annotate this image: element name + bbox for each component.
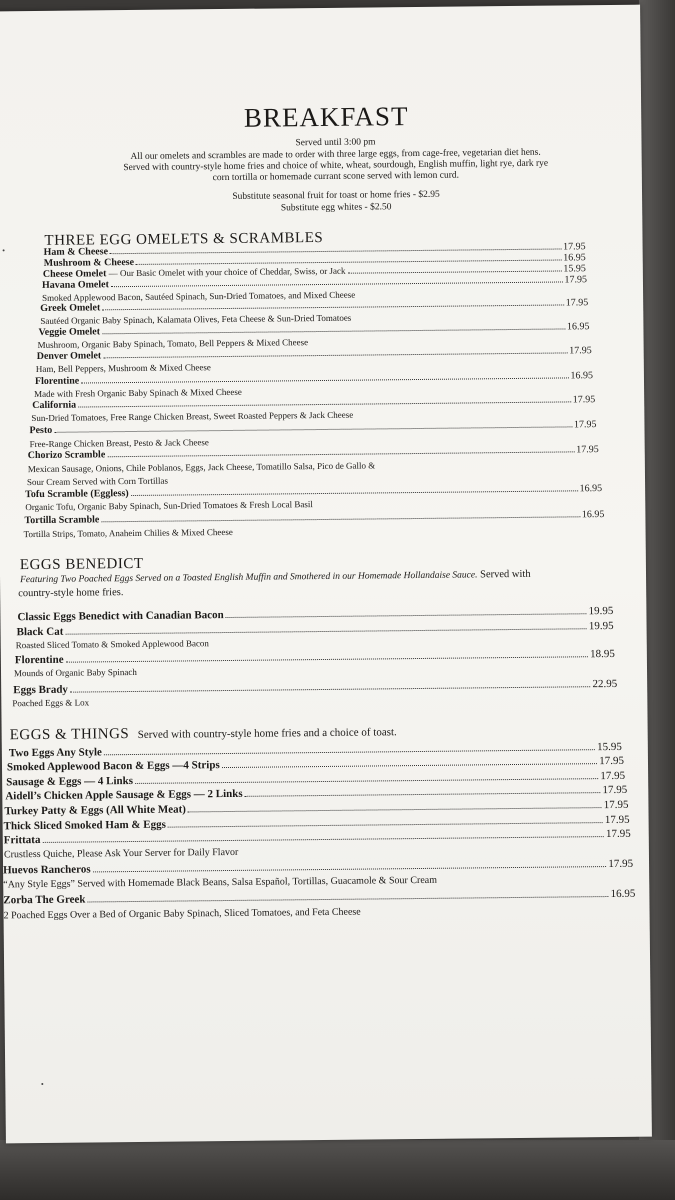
item-price: 15.95 bbox=[563, 263, 586, 275]
dot-leader bbox=[107, 451, 574, 457]
item-name: Black Cat bbox=[16, 625, 64, 639]
item-name: Two Eggs Any Style bbox=[8, 746, 102, 760]
item-name: Smoked Applewood Bacon & Eggs —4 Strips bbox=[6, 759, 220, 774]
item-description: Ham, Bell Peppers, Mushroom & Mixed Cheese bbox=[35, 362, 211, 374]
item-price: 17.95 bbox=[569, 345, 592, 357]
note-plain: Served with bbox=[477, 568, 531, 581]
item-name: Ham & Cheese bbox=[43, 246, 109, 258]
item-name: Turkey Patty & Eggs (All White Meat) bbox=[4, 803, 187, 818]
item-price: 17.95 bbox=[563, 241, 586, 253]
intro-line: Served with country-style home fries and choice of white, wheat, sourdough, English muffin, light rye, dark rye bbox=[123, 158, 549, 174]
item-name: Florentine bbox=[34, 375, 80, 388]
item-description: Tortilla Strips, Tomato, Anaheim Chilies & Mixed Cheese bbox=[23, 526, 233, 540]
item-price: 19.95 bbox=[588, 619, 614, 633]
item-price: 17.95 bbox=[599, 754, 625, 768]
substitution-note: Substitute egg whites - $2.50 bbox=[280, 202, 392, 214]
item-description: Sautéed Organic Baby Spinach, Kalamata Olives, Feta Cheese & Sun-Dried Tomatoes bbox=[40, 312, 352, 326]
dot-leader bbox=[81, 377, 568, 383]
item-price: 19.95 bbox=[588, 604, 614, 618]
item-description: 2 Poached Eggs Over a Bed of Organic Baby Spinach, Sliced Tomatoes, and Feta Cheese bbox=[3, 906, 361, 922]
item-name: Sausage & Eggs — 4 Links bbox=[6, 775, 134, 789]
item-price: 17.95 bbox=[605, 827, 631, 841]
item-price: 16.95 bbox=[570, 370, 593, 382]
item-name: Eggs Brady bbox=[13, 683, 68, 697]
item-price: 15.95 bbox=[597, 740, 622, 754]
served-until: Served until 3:00 pm bbox=[295, 137, 376, 149]
item-description: Poached Eggs & Lox bbox=[12, 697, 90, 709]
item-description: Sour Cream Served with Corn Tortillas bbox=[26, 475, 169, 488]
item-price: 17.95 bbox=[602, 783, 628, 797]
item-price: 17.95 bbox=[572, 394, 596, 406]
section-note-line2: country-style home fries. bbox=[18, 587, 124, 600]
item-name: Aidell’s Chicken Apple Sausage & Eggs — 2 Links bbox=[5, 787, 243, 803]
intro-line: corn tortilla or homemade currant scone served with lemon curd. bbox=[212, 170, 460, 184]
item-name: Frittata bbox=[3, 833, 41, 847]
item-price: 16.95 bbox=[579, 483, 603, 495]
dot-leader bbox=[131, 490, 578, 496]
item-name: Havana Omelet bbox=[41, 279, 109, 291]
menu-item bbox=[24, 509, 604, 526]
dot-leader bbox=[88, 896, 609, 902]
menu-page bbox=[0, 5, 652, 1144]
item-name: Greek Omelet bbox=[40, 302, 101, 314]
item-description: Sun-Dried Tomatoes, Free Range Chicken Breast, Sweet Roasted Peppers & Jack Cheese bbox=[31, 409, 354, 424]
item-description: Made with Fresh Organic Baby Spinach & Mixed Cheese bbox=[34, 386, 242, 400]
item-price: 17.95 bbox=[573, 419, 597, 431]
paper-speck bbox=[3, 249, 5, 251]
item-price: 17.95 bbox=[576, 444, 599, 456]
item-description: Organic Tofu, Organic Baby Spinach, Sun-Dried Tomatoes & Fresh Local Basil bbox=[25, 499, 313, 513]
item-name: Classic Eggs Benedict with Canadian Bacon bbox=[17, 609, 224, 624]
item-price: 16.95 bbox=[610, 887, 636, 901]
item-description: Smoked Applewood Bacon, Sautéed Spinach, Sun-Dried Tomatoes, and Mixed Cheese bbox=[42, 289, 356, 303]
dot-leader bbox=[135, 778, 598, 784]
dot-leader bbox=[188, 807, 602, 812]
things-heading: EGGS & THINGS bbox=[9, 726, 130, 744]
dot-leader bbox=[65, 628, 586, 634]
item-name: Cheese Omelet bbox=[42, 268, 107, 280]
section-heading-omelets: THREE EGG OMELETS & SCRAMBLES bbox=[44, 229, 324, 249]
intro-line: All our omelets and scrambles are made to order with three large eggs, from cage-free, vegetarian diet hens. bbox=[130, 147, 541, 162]
dot-leader bbox=[226, 613, 587, 618]
dot-leader bbox=[42, 836, 604, 843]
dot-leader bbox=[102, 328, 565, 334]
item-name: Huevos Rancheros bbox=[3, 863, 91, 877]
binder-bottom bbox=[0, 1140, 675, 1200]
item-description: Mexican Sausage, Onions, Chile Poblanos, Eggs, Jack Cheese, Tomatillo Salsa, Pico de Gallo & bbox=[27, 460, 376, 475]
item-description: Mushroom, Organic Baby Spinach, Tomato, Bell Peppers & Mixed Cheese bbox=[37, 337, 309, 350]
item-price: 17.95 bbox=[564, 274, 587, 286]
dot-leader bbox=[93, 866, 607, 872]
menu-item bbox=[3, 858, 633, 877]
dot-leader bbox=[102, 304, 563, 310]
dot-leader bbox=[103, 352, 567, 358]
item-price: 18.95 bbox=[590, 647, 615, 661]
item-price: 17.95 bbox=[604, 813, 630, 827]
item-name: Denver Omelet bbox=[36, 350, 102, 362]
item-name: Chorizo Scramble bbox=[27, 449, 106, 462]
dot-leader bbox=[111, 281, 563, 287]
dot-leader bbox=[222, 763, 598, 768]
substitution-note: Substitute seasonal fruit for toast or home fries - $2.95 bbox=[232, 189, 440, 202]
note-italic: Featuring Two Poached Eggs Served on a Toasted English Muffin and Smothered in our Homemade Hollandaise Sauce. bbox=[19, 570, 478, 586]
dot-leader bbox=[78, 401, 571, 407]
item-description: Mounds of Organic Baby Spinach bbox=[13, 666, 137, 679]
dot-leader bbox=[348, 270, 562, 273]
item-price: 17.95 bbox=[603, 798, 629, 812]
section-heading-things bbox=[10, 723, 397, 744]
dot-leader bbox=[104, 749, 595, 755]
item-name: California bbox=[32, 399, 77, 412]
item-price: 16.95 bbox=[566, 321, 590, 333]
item-description: Free-Range Chicken Breast, Pesto & Jack Cheese bbox=[29, 437, 209, 450]
menu-item bbox=[15, 648, 615, 666]
menu-title: BREAKFAST bbox=[243, 101, 409, 133]
dot-leader bbox=[101, 516, 580, 522]
menu-item bbox=[3, 888, 635, 907]
item-name: Florentine bbox=[14, 653, 64, 667]
dot-leader bbox=[66, 656, 589, 662]
item-price: 17.95 bbox=[600, 769, 626, 783]
item-description: Crustless Quiche, Please Ask Your Server for Daily Flavor bbox=[3, 846, 239, 861]
item-inline-description: — Our Basic Omelet with your choice of Cheddar, Swiss, or Jack bbox=[106, 265, 346, 279]
item-name: Tortilla Scramble bbox=[24, 514, 100, 527]
dot-leader bbox=[168, 822, 603, 828]
paper-speck bbox=[41, 1083, 43, 1085]
dot-leader bbox=[70, 686, 591, 692]
dot-leader bbox=[245, 792, 601, 797]
item-name: Tofu Scramble (Eggless) bbox=[25, 488, 129, 501]
item-description: Roasted Sliced Tomato & Smoked Applewood Bacon bbox=[15, 638, 209, 651]
menu-item bbox=[17, 620, 614, 638]
section-heading-benedict: EGGS BENEDICT bbox=[19, 555, 144, 574]
item-name: Veggie Omelet bbox=[38, 326, 101, 338]
item-price: 16.95 bbox=[563, 252, 586, 264]
item-price: 17.95 bbox=[608, 857, 634, 871]
item-price: 17.95 bbox=[565, 297, 589, 309]
item-name: Zorba The Greek bbox=[3, 893, 86, 907]
item-name: Mushroom & Cheese bbox=[43, 256, 135, 269]
item-description: “Any Style Eggs” Served with Homemade Black Beans, Salsa Español, Tortillas, Guacamole & Sour Cream bbox=[3, 874, 438, 891]
item-price: 22.95 bbox=[592, 677, 618, 691]
dot-leader bbox=[54, 426, 572, 432]
item-name: Pesto bbox=[29, 424, 53, 437]
item-name: Thick Sliced Smoked Ham & Eggs bbox=[3, 818, 166, 833]
item-price: 16.95 bbox=[581, 509, 605, 521]
menu-item bbox=[13, 678, 617, 696]
things-subheading: Served with country-style home fries and a choice of toast. bbox=[137, 726, 397, 741]
